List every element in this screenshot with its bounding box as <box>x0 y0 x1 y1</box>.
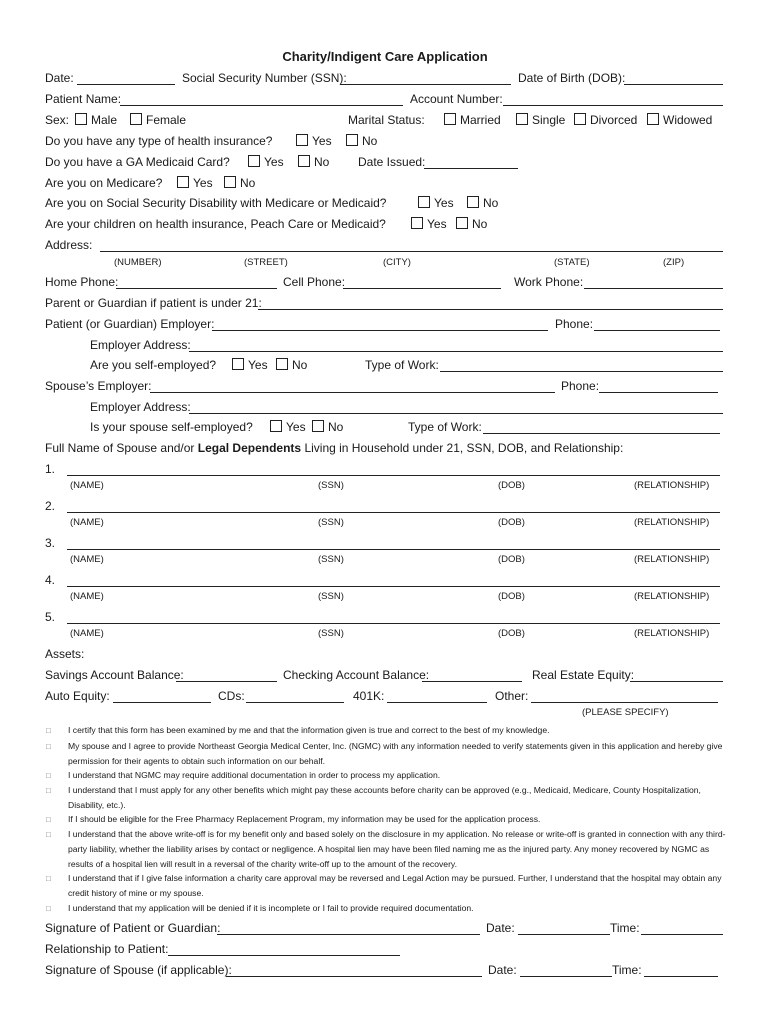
dependent-dob-caption: (DOB) <box>498 591 525 602</box>
dependent-name-caption: (NAME) <box>70 591 104 602</box>
dependent-ssn-caption: (SSN) <box>318 480 344 491</box>
dependent-number: 4. <box>45 573 56 587</box>
statement-text: If I should be eligible for the Free Pharmacy Replacement Program, my information may be used for the application process. <box>68 814 541 824</box>
employer-address-input[interactable] <box>189 351 723 352</box>
dependent-relationship-caption: (RELATIONSHIP) <box>634 628 710 639</box>
employer-phone-input[interactable] <box>594 330 720 331</box>
children-no[interactable] <box>456 217 487 231</box>
checking-label: Checking Account Balance: <box>283 668 430 682</box>
bullet-icon: □ <box>46 786 51 795</box>
divorced-checkbox[interactable] <box>574 113 586 125</box>
work-phone-input[interactable] <box>584 288 723 289</box>
yes-label: Yes <box>264 155 284 169</box>
yes-label: Yes <box>427 217 447 231</box>
relationship-input[interactable] <box>168 955 400 956</box>
spouse-self-employed-no-checkbox[interactable] <box>312 420 324 432</box>
statement-text: I certify that this form has been examined by me and that the information given is true and correct to the best of my knowledge. <box>68 725 550 735</box>
guardian-label: Parent or Guardian if patient is under 21: <box>45 296 262 310</box>
divorced-label: Divorced <box>590 113 638 127</box>
sex-female-option[interactable] <box>130 113 186 127</box>
sex-label: Sex: <box>45 113 70 127</box>
health-insurance-no-checkbox[interactable] <box>346 134 358 146</box>
relationship-label: Relationship to Patient: <box>45 942 169 956</box>
statement-text: My spouse and I agree to provide Northeast Georgia Medical Center, Inc. (NGMC) with any information needed to verify statements given in this application and hereby give permission for their agents to obtain such information on our behalf. <box>68 741 723 766</box>
female-checkbox[interactable] <box>130 113 142 125</box>
date-issued-label: Date Issued: <box>358 155 426 169</box>
cell-phone-input[interactable] <box>343 288 501 289</box>
cell-phone-label: Cell Phone: <box>283 275 346 289</box>
address-city-caption: (CITY) <box>383 257 411 268</box>
children-yes-checkbox[interactable] <box>411 217 423 229</box>
medicare-no[interactable] <box>224 176 255 190</box>
checking-input[interactable] <box>422 681 522 682</box>
employer-phone-label: Phone: <box>555 317 594 331</box>
spouse-self-employed-yes-checkbox[interactable] <box>270 420 282 432</box>
single-checkbox[interactable] <box>516 113 528 125</box>
married-option[interactable] <box>444 113 501 127</box>
spouse-type-of-work-label: Type of Work: <box>408 420 482 434</box>
medicare-yes[interactable] <box>177 176 213 190</box>
no-label: No <box>328 420 344 434</box>
bullet-icon: □ <box>46 815 51 824</box>
please-specify-caption: (PLEASE SPECIFY) <box>582 707 669 718</box>
address-input[interactable] <box>100 251 723 252</box>
statement-text: I understand that NGMC may require additional documentation in order to process my application. <box>68 770 441 780</box>
ga-medicaid-yes-checkbox[interactable] <box>248 155 260 167</box>
patient-name-input[interactable] <box>120 105 403 106</box>
patient-signature-date-input[interactable] <box>518 934 610 935</box>
dob-label: Date of Birth (DOB): <box>518 71 626 85</box>
sex-male-option[interactable] <box>75 113 117 127</box>
ssd-no-checkbox[interactable] <box>467 196 479 208</box>
dependent-input-1[interactable] <box>67 475 720 476</box>
dependent-relationship-caption: (RELATIONSHIP) <box>634 480 710 491</box>
spouse-signature-date-label: Date: <box>488 963 517 977</box>
statement-text: I understand that the above write-off is for my benefit only and based solely on the disclosure in my application. No release or write-off is granted in connection with any third-party liability, whether the liability arises by contact or negligence. A hospital lien may have been filed naming me as the injured party. Any money recovered by NGMC as results of a hospital lien will result in a reversal of the charity write-off up to the amount of the recovery. <box>68 829 726 869</box>
dependent-ssn-caption: (SSN) <box>318 591 344 602</box>
medicare-yes-checkbox[interactable] <box>177 176 189 188</box>
dependent-name-caption: (NAME) <box>70 628 104 639</box>
spouse-signature-date-input[interactable] <box>520 976 612 977</box>
dependent-ssn-caption: (SSN) <box>318 554 344 565</box>
statement-text: I understand that if I give false information a charity care approval may be reversed and Legal Action may be pursued. Further, I understand that the hospital may obtain any credit history of mine or my spouse. <box>68 873 722 898</box>
spouse-employer-address-label: Employer Address: <box>90 400 191 414</box>
no-label: No <box>362 134 378 148</box>
employer-input[interactable] <box>212 330 548 331</box>
bullet-icon: □ <box>46 874 51 883</box>
cds-label: CDs: <box>218 689 245 703</box>
single-label: Single <box>532 113 566 127</box>
children-question: Are your children on health insurance, Peach Care or Medicaid? <box>45 217 386 231</box>
dependent-input-5[interactable] <box>67 623 720 624</box>
children-yes[interactable] <box>411 217 447 231</box>
widowed-option[interactable] <box>647 113 712 127</box>
auto-equity-label: Auto Equity: <box>45 689 110 703</box>
married-label: Married <box>460 113 501 127</box>
page-title: Charity/Indigent Care Application <box>282 49 488 64</box>
dependent-dob-caption: (DOB) <box>498 628 525 639</box>
statement-text: I understand that I must apply for any other benefits which might pay these accounts before charity can be approved (e.g., Medicaid, Medicare, County Hospitalization, Disability, etc.). <box>68 785 701 810</box>
dependent-number: 5. <box>45 610 56 624</box>
widowed-checkbox[interactable] <box>647 113 659 125</box>
ga-medicaid-yes[interactable] <box>248 155 284 169</box>
cds-input[interactable] <box>246 702 344 703</box>
ssn-input[interactable] <box>340 84 511 85</box>
spouse-phone-label: Phone: <box>561 379 600 393</box>
female-label: Female <box>146 113 187 127</box>
yes-label: Yes <box>312 134 332 148</box>
dependents-heading-post: Living in Household under 21, SSN, DOB, and Relationship: <box>301 441 624 455</box>
yes-label: Yes <box>193 176 213 190</box>
spouse-employer-label: Spouse’s Employer: <box>45 379 152 393</box>
spouse-signature-input[interactable] <box>226 976 482 977</box>
patient-signature-time-input[interactable] <box>641 934 723 935</box>
no-label: No <box>483 196 499 210</box>
patient-signature-date-label: Date: <box>486 921 515 935</box>
401k-label: 401K: <box>353 689 385 703</box>
ssd-no[interactable] <box>467 196 498 210</box>
dependent-number: 2. <box>45 499 56 513</box>
dependent-ssn-caption: (SSN) <box>318 517 344 528</box>
children-no-checkbox[interactable] <box>456 217 468 229</box>
patient-signature-time-label: Time: <box>610 921 640 935</box>
savings-input[interactable] <box>176 681 277 682</box>
divorced-option[interactable] <box>574 113 637 127</box>
dependent-relationship-caption: (RELATIONSHIP) <box>634 517 710 528</box>
marital-status-label: Marital Status: <box>348 113 425 127</box>
no-label: No <box>240 176 256 190</box>
dependent-dob-caption: (DOB) <box>498 554 525 565</box>
address-label: Address: <box>45 238 93 252</box>
spouse-signature-label: Signature of Spouse (if applicable): <box>45 963 232 977</box>
address-number-caption: (NUMBER) <box>114 257 162 268</box>
type-of-work-label: Type of Work: <box>365 358 439 372</box>
spouse-self-employed-no[interactable] <box>312 420 343 434</box>
ssd-yes[interactable] <box>418 196 454 210</box>
other-label: Other: <box>495 689 529 703</box>
dependent-relationship-caption: (RELATIONSHIP) <box>634 554 710 565</box>
savings-label: Savings Account Balance: <box>45 668 184 682</box>
health-insurance-yes-checkbox[interactable] <box>296 134 308 146</box>
medicare-question: Are you on Medicare? <box>45 176 163 190</box>
home-phone-label: Home Phone: <box>45 275 119 289</box>
address-zip-caption: (ZIP) <box>663 257 685 268</box>
statement-text: I understand that my application will be denied if it is incomplete or I fail to provide required documentation. <box>68 903 474 913</box>
ssd-question: Are you on Social Security Disability with Medicare or Medicaid? <box>45 196 387 210</box>
work-phone-label: Work Phone: <box>514 275 584 289</box>
health-insurance-yes[interactable] <box>296 134 332 148</box>
bullet-icon: □ <box>46 742 51 751</box>
date-label: Date: <box>45 71 74 85</box>
self-employed-question: Are you self-employed? <box>90 358 217 372</box>
date-input[interactable] <box>77 84 175 85</box>
ga-medicaid-no-checkbox[interactable] <box>298 155 310 167</box>
no-label: No <box>314 155 330 169</box>
dependent-input-3[interactable] <box>67 549 720 550</box>
patient-signature-input[interactable] <box>217 934 480 935</box>
no-label: No <box>292 358 308 372</box>
dependent-name-caption: (NAME) <box>70 480 104 491</box>
yes-label: Yes <box>248 358 268 372</box>
account-number-input[interactable] <box>503 105 723 106</box>
bullet-icon: □ <box>46 726 51 735</box>
assets-heading: Assets: <box>45 647 85 661</box>
dependent-name-caption: (NAME) <box>70 554 104 565</box>
employer-address-label: Employer Address: <box>90 338 191 352</box>
dependents-heading <box>45 441 623 455</box>
spouse-self-employed-yes[interactable] <box>270 420 306 434</box>
dependent-input-4[interactable] <box>67 586 720 587</box>
health-insurance-no[interactable] <box>346 134 377 148</box>
auto-equity-input[interactable] <box>113 702 211 703</box>
patient-name-label: Patient Name: <box>45 92 122 106</box>
dependent-number: 3. <box>45 536 56 550</box>
account-number-label: Account Number: <box>410 92 503 106</box>
medicare-no-checkbox[interactable] <box>224 176 236 188</box>
dependent-dob-caption: (DOB) <box>498 517 525 528</box>
other-input[interactable] <box>531 702 718 703</box>
health-insurance-question: Do you have any type of health insurance? <box>45 134 273 148</box>
401k-input[interactable] <box>387 702 487 703</box>
date-issued-input[interactable] <box>424 168 518 169</box>
bullet-icon: □ <box>46 904 51 913</box>
male-label: Male <box>91 113 118 127</box>
spouse-self-employed-question: Is your spouse self-employed? <box>90 420 253 434</box>
dependent-name-caption: (NAME) <box>70 517 104 528</box>
real-estate-input[interactable] <box>630 681 723 682</box>
guardian-input[interactable] <box>258 309 723 310</box>
dependent-number: 1. <box>45 462 56 476</box>
yes-label: Yes <box>286 420 306 434</box>
dependents-heading-bold: Legal Dependents <box>197 441 302 455</box>
dependent-dob-caption: (DOB) <box>498 480 525 491</box>
yes-label: Yes <box>434 196 454 210</box>
dependent-ssn-caption: (SSN) <box>318 628 344 639</box>
self-employed-no[interactable] <box>276 358 307 372</box>
spouse-employer-address-input[interactable] <box>189 413 723 414</box>
real-estate-label: Real Estate Equity: <box>532 668 635 682</box>
spouse-employer-input[interactable] <box>150 392 555 393</box>
dependent-relationship-caption: (RELATIONSHIP) <box>634 591 710 602</box>
patient-signature-label: Signature of Patient or Guardian: <box>45 921 221 935</box>
home-phone-input[interactable] <box>116 288 277 289</box>
employer-label: Patient (or Guardian) Employer: <box>45 317 215 331</box>
ga-medicaid-no[interactable] <box>298 155 329 169</box>
ssd-yes-checkbox[interactable] <box>418 196 430 208</box>
bullet-icon: □ <box>46 830 51 839</box>
dependents-heading-pre: Full Name of Spouse and/or <box>45 441 198 455</box>
spouse-type-of-work-input[interactable] <box>483 433 720 434</box>
no-label: No <box>472 217 488 231</box>
dob-input[interactable] <box>624 84 723 85</box>
address-state-caption: (STATE) <box>554 257 590 268</box>
dependent-input-2[interactable] <box>67 512 720 513</box>
ssn-label: Social Security Number (SSN): <box>182 71 347 85</box>
single-option[interactable] <box>516 113 565 127</box>
married-checkbox[interactable] <box>444 113 456 125</box>
spouse-signature-time-input[interactable] <box>644 976 718 977</box>
ga-medicaid-question: Do you have a GA Medicaid Card? <box>45 155 230 169</box>
type-of-work-input[interactable] <box>440 371 723 372</box>
self-employed-yes[interactable] <box>232 358 268 372</box>
bullet-icon: □ <box>46 771 51 780</box>
male-checkbox[interactable] <box>75 113 87 125</box>
self-employed-yes-checkbox[interactable] <box>232 358 244 370</box>
address-street-caption: (STREET) <box>244 257 288 268</box>
spouse-phone-input[interactable] <box>599 392 718 393</box>
self-employed-no-checkbox[interactable] <box>276 358 288 370</box>
widowed-label: Widowed <box>663 113 713 127</box>
spouse-signature-time-label: Time: <box>612 963 642 977</box>
